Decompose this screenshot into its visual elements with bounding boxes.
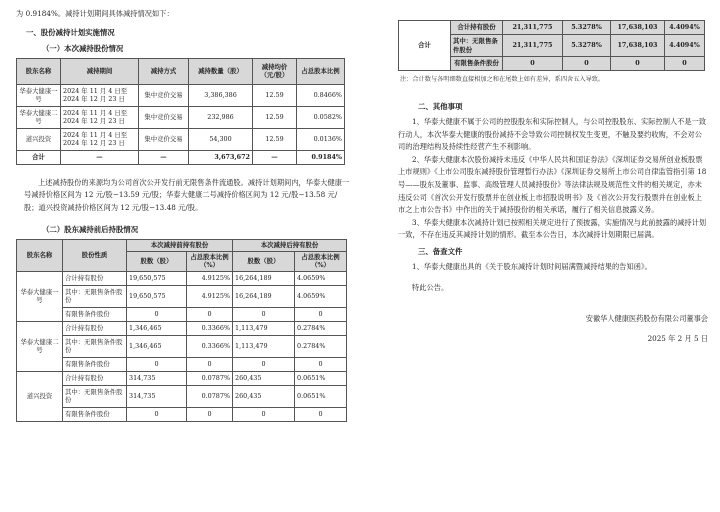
cell-after-ratio: 0 (295, 407, 347, 421)
signature-date: 2025 年 2 月 5 日 (647, 334, 708, 344)
cell-after-qty: 17,638,103 (611, 35, 665, 57)
cell-name: 华泰大健康二号 (17, 106, 61, 128)
cell-total-qty: 3,673,672 (189, 150, 253, 164)
cell-after-ratio: 0.0651% (295, 371, 347, 385)
table-row (17, 407, 347, 421)
intro-text: 为 0.9184%。减持计划期间具体减持情况如下： (16, 9, 174, 18)
col-header-ratio: 占总股本比例（%） (295, 251, 347, 271)
subsection-heading-holdings: （二）股东减持前后持股情况 (42, 225, 139, 235)
cell-before-ratio: 0.0787% (187, 371, 233, 385)
cell-before-ratio: 5.3278% (563, 21, 611, 35)
cell-holder-name: 道兴投资 (17, 371, 63, 421)
cell-after-ratio: 0.2784% (295, 335, 347, 357)
col-header: 减持期间 (61, 58, 139, 84)
cell-before-qty: 19,650,575 (127, 285, 187, 307)
cell-nature: 其中：无限售条件股份 (63, 285, 127, 307)
cell-period: 2024 年 11 月 4 日至 2024 年 12 月 23 日 (61, 84, 139, 106)
cell-nature: 有限售条件股份 (63, 307, 127, 321)
cell-before-ratio: 5.3278% (563, 35, 611, 57)
cell-before-ratio: 0 (187, 407, 233, 421)
cell-method: 集中竞价交易 (139, 128, 189, 150)
cell-after-ratio: 0.2784% (295, 321, 347, 335)
cell-after-qty: 17,638,103 (611, 21, 665, 35)
cell-before-qty: 314,735 (127, 371, 187, 385)
cell-nature: 其中：无限售条件股份 (451, 35, 503, 57)
cell-qty: 232,986 (189, 106, 253, 128)
cell-after-ratio: 4.0659% (295, 271, 347, 285)
cell-price: 12.59 (253, 84, 297, 106)
other-item-2: 2、华泰大健康本次股份减持未违反《中华人民共和国证券法》《深圳证券交易所创业板股票上市规则》《上市公司股东减持股份管理暂行办法》《深圳证券交易所上市公司自律监管指引第 18 号——股东及董事、监事、高级管理人员减持股份》等法律法规及规范性文件的相关规定，亦未违反公司《首次公开发行股票并在创业板上市招股说明书》及《首次公开发行股票并在创业板上市之上市公告书》中作出的关于减持股份的相关承诺，履行了相关信息披露义务。 (398, 154, 707, 215)
table-row (17, 321, 347, 335)
subsection-heading-reduction: （一）本次减持股份情况 (42, 43, 124, 53)
cell-qty: 3,386,386 (189, 84, 253, 106)
cell-total-ratio: 0.9184% (297, 150, 345, 164)
cell-nature: 合计持有股份 (451, 21, 503, 35)
table-row (399, 21, 705, 35)
left-column (16, 0, 350, 422)
table-footnote: 注：合计数与各明细数直接相加之和在尾数上如有差异，系四舍五入导致。 (400, 76, 605, 83)
cell-after-qty: 0 (611, 57, 665, 71)
section-heading-reference: 三、备查文件 (418, 246, 463, 256)
cell-total-label: 合计 (17, 150, 61, 164)
cell-total-period: — (61, 150, 139, 164)
cell-after-qty: 0 (233, 357, 295, 371)
table-row (17, 84, 345, 106)
cell-after-qty: 260,435 (233, 371, 295, 385)
table-row (17, 357, 347, 371)
cell-after-ratio: 0 (665, 57, 705, 71)
cell-name: 道兴投资 (17, 128, 61, 150)
cell-before-ratio: 0.3366% (187, 335, 233, 357)
cell-before-qty: 0 (127, 307, 187, 321)
cell-ratio: 0.0582% (297, 106, 345, 128)
reduction-table (16, 58, 345, 165)
source-paragraph: 上述减持股份的来源均为公司首次公开发行前无限售条件流通股。减持计划期间内，华泰大健康一号减持价格区间为 12 元/股−13.59 元/股；华泰大健康二号减持价格区间为 12 元/股−13.58 元/股；道兴投资减持价格区间为 12 元/股−13.48 元/股。 (24, 177, 350, 212)
table-row (17, 128, 345, 150)
cell-after-ratio: 0 (295, 357, 347, 371)
cell-nature: 其中：无限售条件股份 (63, 385, 127, 407)
cell-before-ratio: 4.9125% (187, 285, 233, 307)
cell-method: 集中竞价交易 (139, 84, 189, 106)
cell-total-method: — (139, 150, 189, 164)
cell-before-ratio: 0 (187, 357, 233, 371)
col-header-before: 本次减持前持有股份 (127, 240, 233, 251)
section-heading-other: 二、其他事项 (418, 102, 463, 111)
cell-nature: 合计持有股份 (63, 371, 127, 385)
table-header-row (17, 58, 345, 84)
cell-before-ratio: 0 (563, 57, 611, 71)
cell-before-ratio: 0.0787% (187, 385, 233, 407)
table-row (17, 335, 347, 357)
cell-after-ratio: 0 (295, 307, 347, 321)
other-item-1: 1、华泰大健康不属于公司的控股股东和实际控制人，与公司控股股东、实际控制人不是一致行动人，本次华泰大健康的股份减持不会导致公司控制权发生变更，不触及要约收购，不会对公司的治理结构及持续性经营产生不利影响。 (398, 117, 707, 152)
table-row (17, 106, 345, 128)
col-header: 减持数量（股） (189, 58, 253, 84)
cell-before-ratio: 4.9125% (187, 271, 233, 285)
cell-nature: 有限售条件股份 (63, 357, 127, 371)
cell-before-ratio: 0.3366% (187, 321, 233, 335)
col-header: 减持方式 (139, 58, 189, 84)
cell-price: 12.59 (253, 106, 297, 128)
cell-method: 集中竞价交易 (139, 106, 189, 128)
cell-before-qty: 1,346,465 (127, 335, 187, 357)
cell-before-qty: 0 (127, 357, 187, 371)
cell-before-qty: 21,311,775 (503, 35, 563, 57)
other-item-3: 3、华泰大健康本次减持计划已按照相关规定进行了预披露，实施情况与此前披露的减持计划一致，不存在违反其减持计划的情形。截至本公告日，本次减持计划期限已届满。 (398, 217, 707, 240)
cell-nature: 有限售条件股份 (451, 57, 503, 71)
col-header-ratio: 占总股本比例（%） (187, 251, 233, 271)
cell-before-qty: 21,311,775 (503, 21, 563, 35)
col-header-qty: 股数（股） (233, 251, 295, 271)
col-header-name: 股东名称 (17, 240, 63, 271)
col-header: 减持均价（元/股） (253, 58, 297, 84)
cell-before-qty: 0 (127, 407, 187, 421)
cell-nature: 合计持有股份 (63, 321, 127, 335)
cell-name: 华泰大健康一号 (17, 84, 61, 106)
cell-after-ratio: 4.4094% (665, 21, 705, 35)
cell-after-qty: 1,113,479 (233, 335, 295, 357)
cell-after-qty: 0 (233, 307, 295, 321)
cell-before-qty: 1,346,465 (127, 321, 187, 335)
cell-holder-name: 华泰大健康一号 (17, 271, 63, 321)
holdings-table (16, 239, 347, 421)
table-row (17, 371, 347, 385)
cell-before-qty: 0 (503, 57, 563, 71)
reference-item-1: 1、华泰大健康出具的《关于股东减持计划时间届满暨减持结果的告知函》。 (412, 261, 652, 271)
table-row (17, 271, 347, 285)
table-row (17, 285, 347, 307)
table-row (17, 307, 347, 321)
col-header-after: 本次减持后持有股份 (233, 240, 347, 251)
table-header-row (17, 240, 347, 251)
col-header-qty: 股数（股） (127, 251, 187, 271)
cell-after-qty: 0 (233, 407, 295, 421)
cell-before-ratio: 0 (187, 307, 233, 321)
right-column (398, 0, 708, 346)
cell-nature: 其中：无限售条件股份 (63, 335, 127, 357)
cell-before-qty: 19,650,575 (127, 271, 187, 285)
closing-text: 特此公告。 (412, 282, 449, 292)
holdings-total-table (398, 20, 705, 71)
col-header: 占总股本比例 (297, 58, 345, 84)
cell-total-price: — (253, 150, 297, 164)
cell-nature: 有限售条件股份 (63, 407, 127, 421)
cell-after-qty: 16,264,189 (233, 285, 295, 307)
cell-after-qty: 1,113,479 (233, 321, 295, 335)
cell-after-qty: 16,264,189 (233, 271, 295, 285)
table-total-row (17, 150, 345, 164)
cell-ratio: 0.0136% (297, 128, 345, 150)
cell-before-qty: 314,735 (127, 385, 187, 407)
cell-after-ratio: 4.4094% (665, 35, 705, 57)
cell-nature: 合计持有股份 (63, 271, 127, 285)
section-heading-implementation: 一、股份减持计划实施情况 (26, 27, 115, 37)
cell-ratio: 0.8466% (297, 84, 345, 106)
cell-period: 2024 年 11 月 4 日至 2024 年 12 月 23 日 (61, 106, 139, 128)
signature-company: 安徽华人健康医药股份有限公司董事会 (585, 314, 708, 324)
cell-total-label: 合计 (399, 21, 451, 71)
cell-after-ratio: 4.0659% (295, 285, 347, 307)
cell-price: 12.59 (253, 128, 297, 150)
cell-qty: 54,300 (189, 128, 253, 150)
col-header-nature: 股份性质 (63, 240, 127, 271)
cell-after-qty: 260,435 (233, 385, 295, 407)
cell-after-ratio: 0.0651% (295, 385, 347, 407)
cell-holder-name: 华泰大健康二号 (17, 321, 63, 371)
col-header: 股东名称 (17, 58, 61, 84)
table-row (17, 385, 347, 407)
cell-period: 2024 年 11 月 4 日至 2024 年 12 月 23 日 (61, 128, 139, 150)
